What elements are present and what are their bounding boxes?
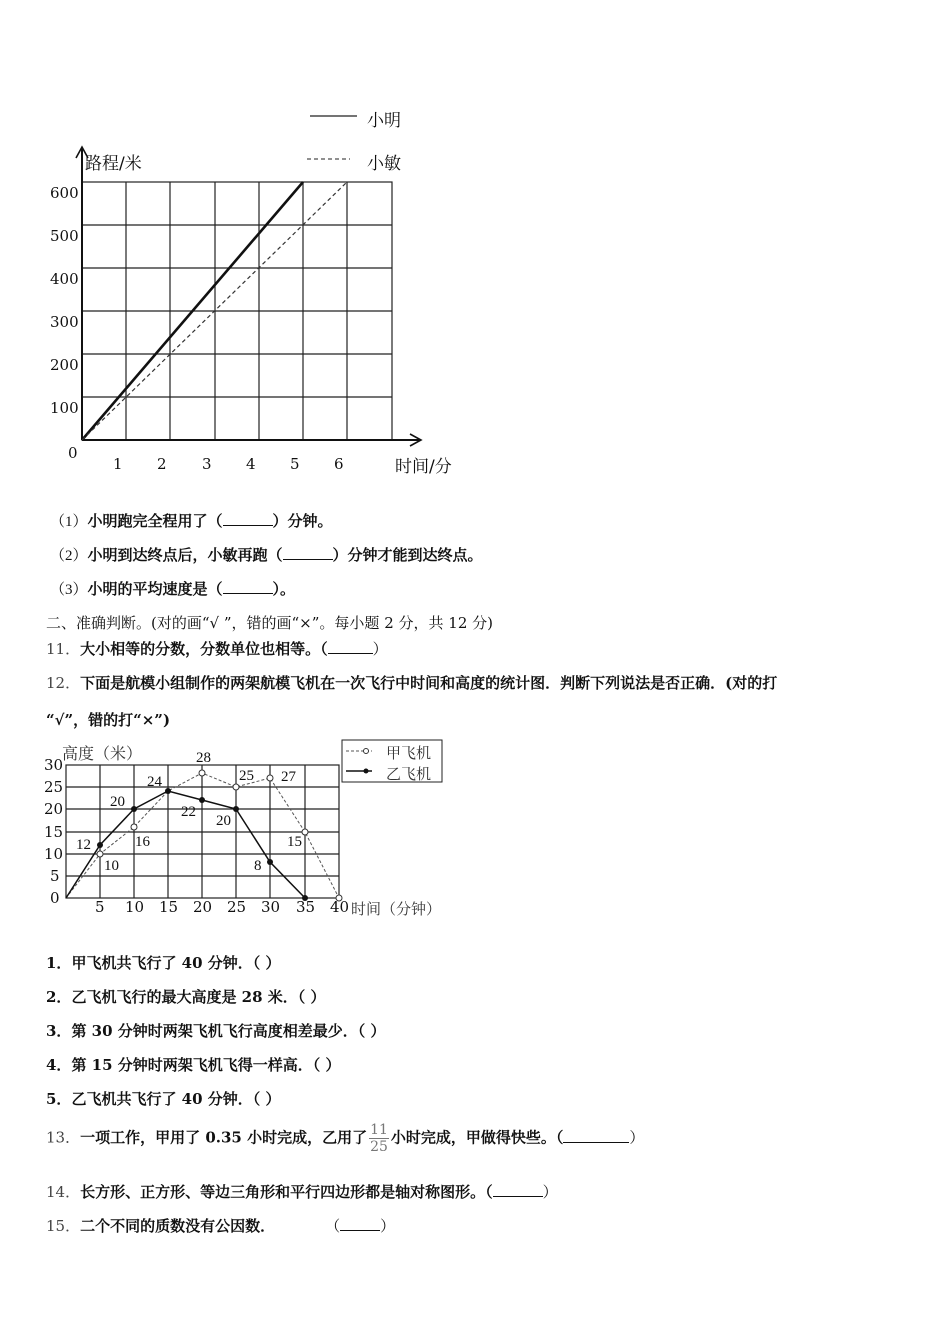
svg-text:20: 20 — [110, 794, 125, 810]
chart2-legend-yi: 乙飞机 — [386, 765, 432, 783]
question-12-line2: “√”，错的打“×”) — [46, 711, 171, 729]
chart2-y-axis-label: 高度（米） — [62, 744, 143, 763]
answer-blank[interactable] — [340, 1216, 380, 1231]
svg-text:10: 10 — [104, 858, 119, 874]
question-11: 11．大小相等的分数，分数单位也相等。（ ） — [46, 640, 388, 658]
x-axis-label: 时间/分 — [395, 457, 452, 477]
svg-text:16: 16 — [135, 834, 150, 850]
svg-text:22: 22 — [181, 804, 196, 820]
y-axis-label: 路程/米 — [85, 154, 142, 174]
svg-text:25: 25 — [239, 768, 254, 784]
svg-text:12: 12 — [76, 837, 91, 853]
answer-blank[interactable] — [223, 579, 273, 594]
question-3: （3）小明的平均速度是（ ）。 — [50, 580, 296, 598]
svg-text:27: 27 — [281, 769, 296, 785]
svg-text:8: 8 — [254, 858, 262, 874]
chart2-legend-jia: 甲飞机 — [386, 744, 432, 762]
svg-text:20: 20 — [216, 813, 231, 829]
question-14: 14．长方形、正方形、等边三角形和平行四边形都是轴对称图形。（ ） — [46, 1183, 558, 1201]
answer-blank[interactable] — [563, 1128, 629, 1143]
judgement-4: 4．第 15 分钟时两架飞机飞得一样高．（ ） — [46, 1056, 341, 1074]
legend-solid-label: 小明 — [367, 111, 401, 131]
question-13: 13．一项工作，甲用了 0.35 小时完成，乙用了 $\frac{11}{25}$ 小时完成，甲做得快些。（ ） — [46, 1122, 645, 1155]
question-15: 15．二个不同的质数没有公因数． （ ） — [46, 1217, 396, 1235]
answer-blank[interactable] — [223, 511, 273, 526]
judgement-3: 3．第 30 分钟时两架飞机飞行高度相差最少．（ ） — [46, 1022, 386, 1040]
svg-text:28: 28 — [196, 750, 211, 766]
svg-text:24: 24 — [147, 774, 162, 790]
svg-text:15: 15 — [287, 834, 302, 850]
legend-dashed-label: 小敏 — [367, 154, 401, 174]
section-heading: 二、准确判断。(对的画“√ ”，错的画“×”。每小题 2 分，共 12 分) — [46, 614, 493, 632]
question-2: （2）小明到达终点后，小敏再跑（ ）分钟才能到达终点。 — [50, 546, 483, 564]
judgement-5: 5．乙飞机共飞行了 40 分钟．（ ） — [46, 1090, 281, 1108]
answer-blank[interactable] — [328, 639, 373, 654]
question-12: 12．下面是航模小组制作的两架航模飞机在一次飞行中时间和高度的统计图．判断下列说法是否正确．(对的打 — [46, 674, 778, 692]
fraction: $\frac{11}{25}$ — [370, 1122, 388, 1155]
answer-blank[interactable] — [283, 545, 333, 560]
question-1: （1）小明跑完全程用了（ ）分钟。 — [50, 512, 333, 530]
judgement-2: 2．乙飞机飞行的最大高度是 28 米．（ ） — [46, 988, 326, 1006]
judgement-1: 1．甲飞机共飞行了 40 分钟．（ ） — [46, 954, 281, 972]
answer-blank[interactable] — [493, 1182, 543, 1197]
origin-label: 0 — [68, 444, 78, 462]
chart2-x-axis-label: 时间（分钟） — [351, 900, 442, 918]
